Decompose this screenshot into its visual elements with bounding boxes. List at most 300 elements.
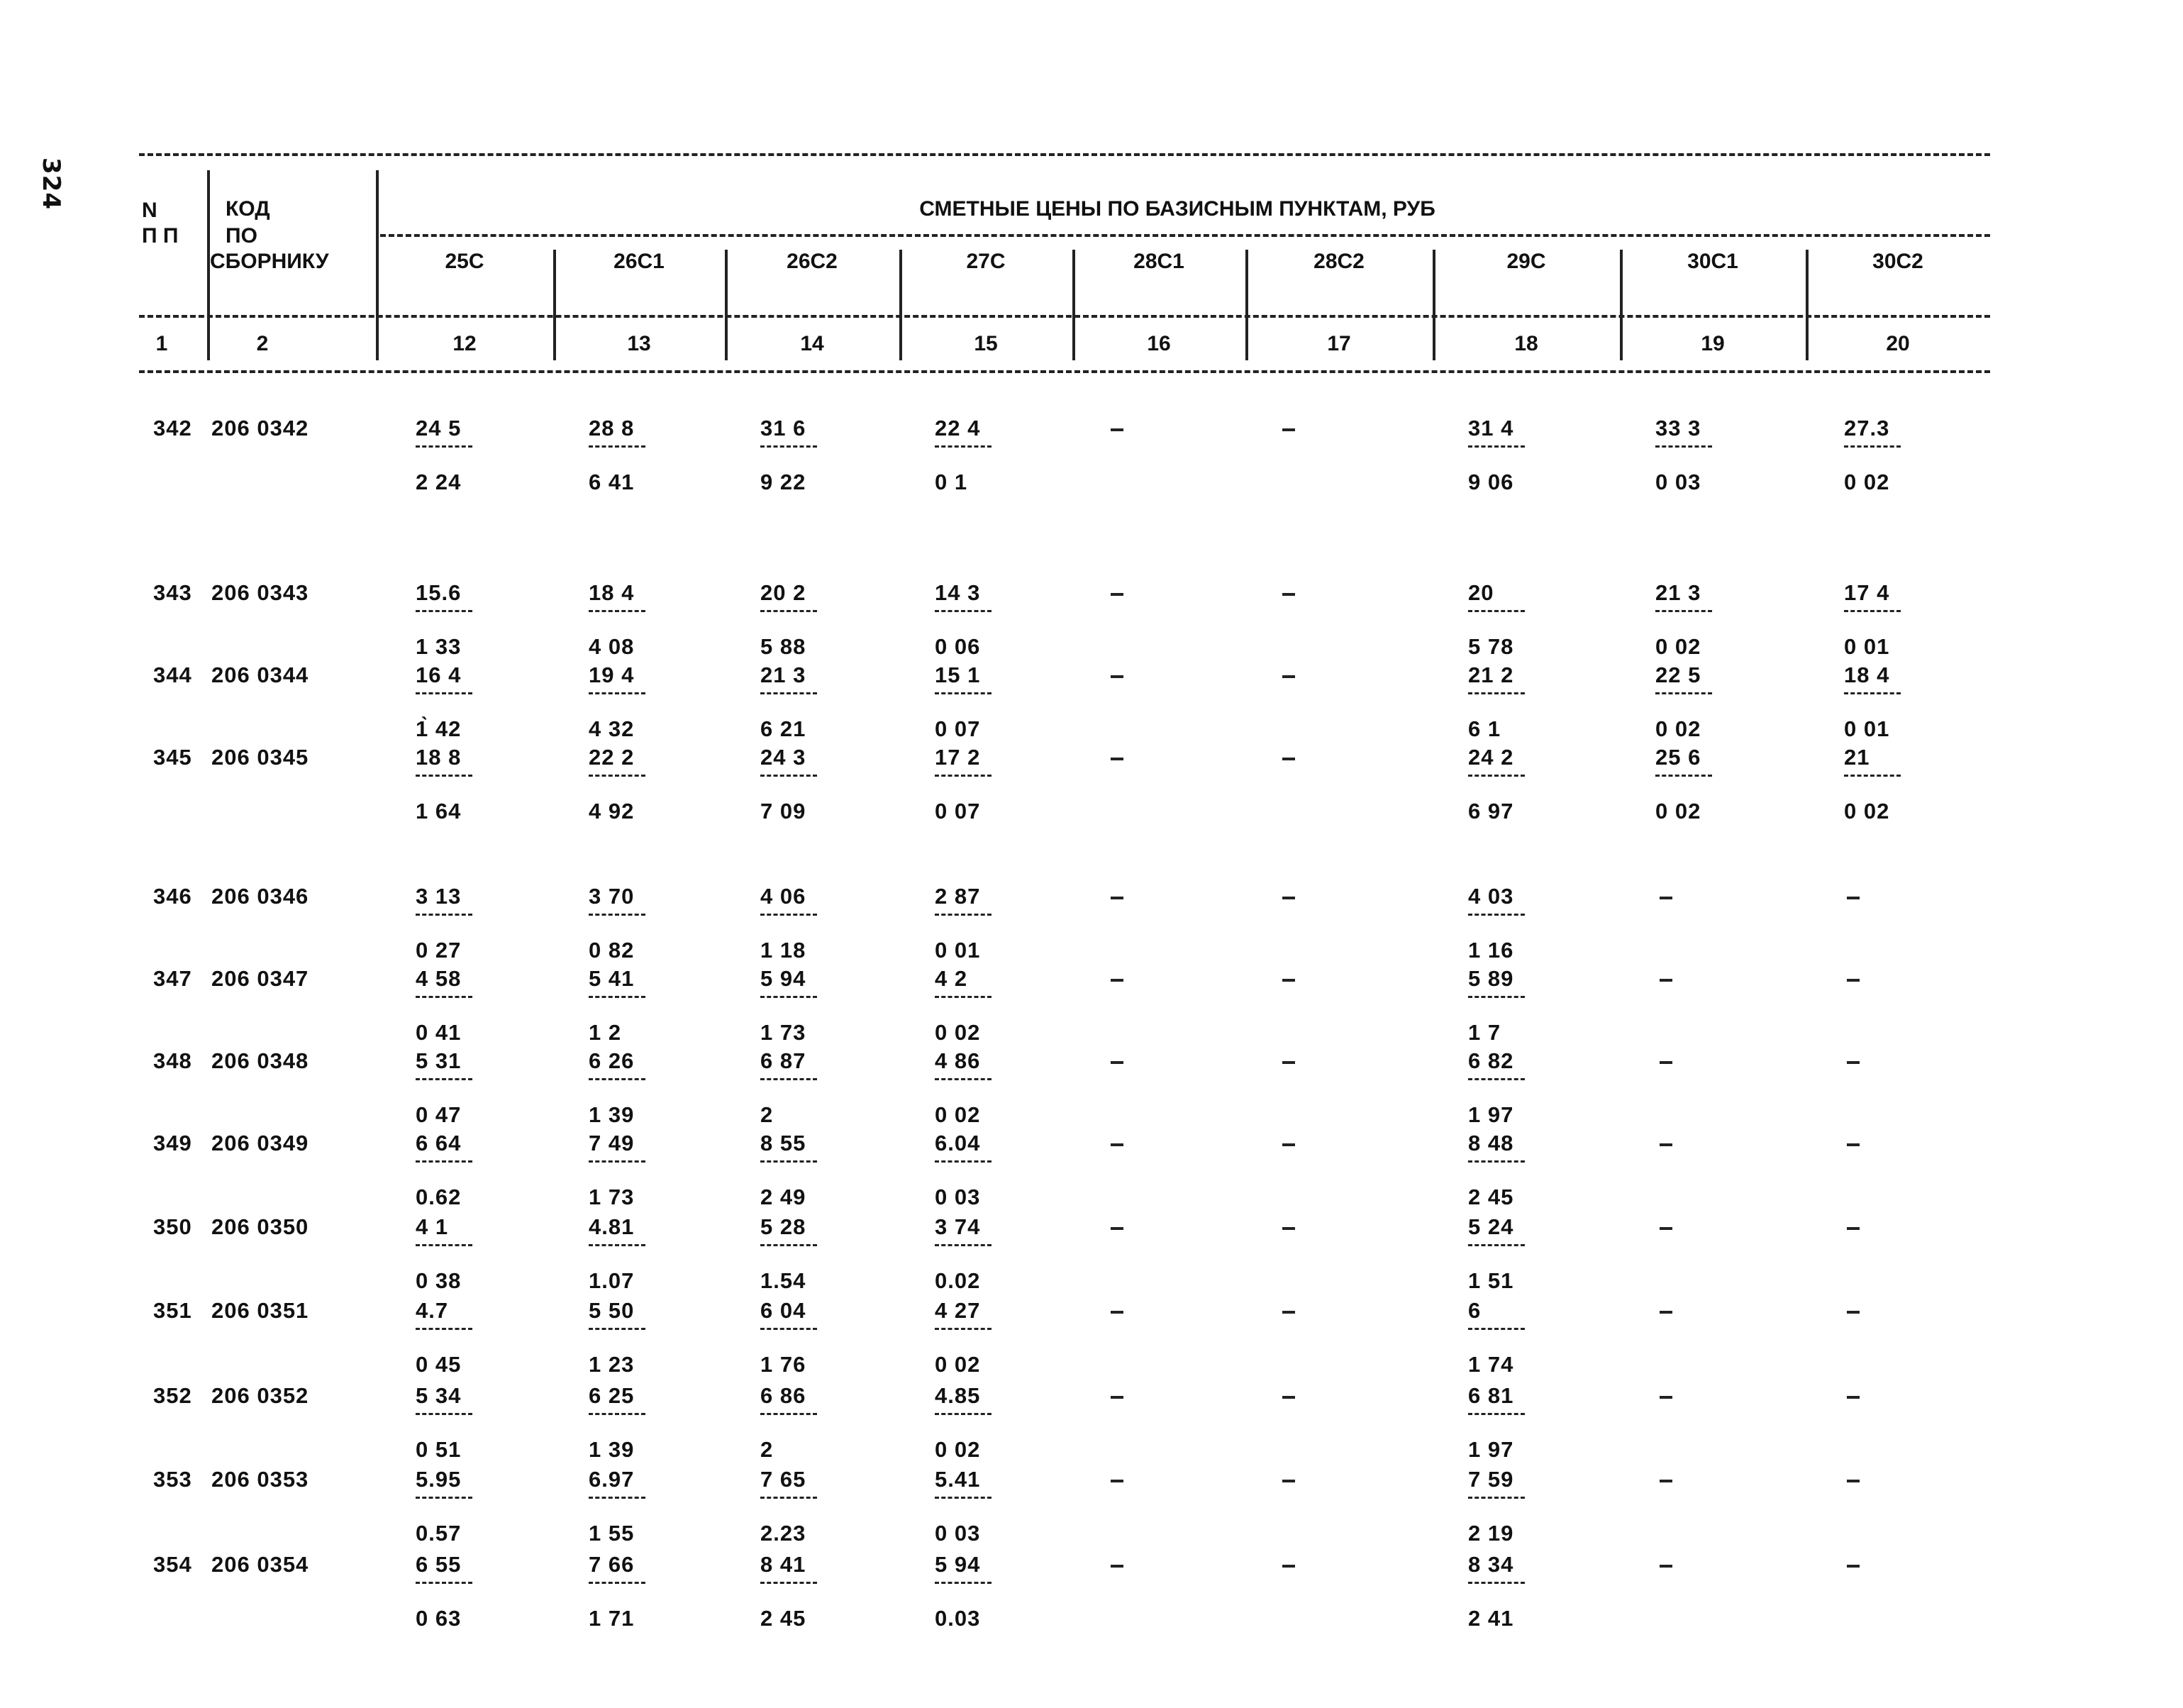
price-value: 24 2 — [1468, 745, 1514, 770]
empty-value-dash — [1111, 758, 1123, 760]
fraction-rule — [935, 1328, 991, 1330]
row-code: 206 0353 — [211, 1467, 309, 1492]
price-subvalue: 1 39 — [589, 1102, 635, 1127]
price-value: 6 81 — [1468, 1383, 1514, 1408]
header-code-2: ПО — [226, 224, 257, 248]
header-col-number: 13 — [627, 332, 651, 355]
row-number: 349 — [153, 1131, 192, 1155]
price-value: 4 1 — [416, 1214, 449, 1239]
fraction-rule — [760, 1244, 817, 1246]
header-price-col: 26С1 — [613, 250, 665, 273]
fraction-rule — [935, 1244, 991, 1246]
fraction-rule — [760, 1078, 817, 1080]
row-code: 206 0342 — [211, 416, 309, 440]
row-number: 353 — [153, 1467, 192, 1492]
empty-value-dash — [1660, 1565, 1672, 1568]
fraction-rule — [589, 445, 645, 448]
fraction-rule — [589, 1413, 645, 1415]
price-value: 24 3 — [760, 745, 806, 770]
price-subvalue: 4 32 — [589, 716, 635, 741]
price-subvalue: 1 18 — [760, 938, 806, 963]
empty-value-dash — [1111, 979, 1123, 982]
row-number: 343 — [153, 580, 192, 605]
price-value: 7 66 — [589, 1552, 635, 1577]
fraction-rule — [416, 914, 472, 916]
fraction-rule — [416, 1582, 472, 1584]
price-subvalue: 1 97 — [1468, 1102, 1514, 1127]
price-subvalue: 1.07 — [589, 1268, 635, 1293]
header-price-col: 29С — [1506, 250, 1546, 273]
empty-value-dash — [1282, 979, 1295, 982]
empty-value-dash — [1111, 1396, 1123, 1399]
price-subvalue: 0 01 — [1844, 716, 1890, 741]
price-value: 6 25 — [589, 1383, 635, 1408]
price-value: 3 13 — [416, 884, 462, 909]
price-subvalue: 2 41 — [1468, 1606, 1514, 1631]
header-col-number: 17 — [1327, 332, 1351, 355]
fraction-rule — [416, 775, 472, 777]
fraction-rule — [760, 1582, 817, 1584]
price-subvalue: 2 49 — [760, 1185, 806, 1209]
empty-value-dash — [1111, 1565, 1123, 1568]
header-col-number: 12 — [452, 332, 477, 355]
header-n: N — [142, 199, 157, 222]
price-subvalue: 2 19 — [1468, 1521, 1514, 1546]
empty-value-dash — [1847, 1143, 1860, 1146]
price-subvalue: 0 01 — [935, 938, 981, 963]
price-value: 6.04 — [935, 1131, 981, 1155]
price-value: 4.7 — [416, 1298, 449, 1323]
empty-value-dash — [1282, 1565, 1295, 1568]
fraction-rule — [589, 1497, 645, 1499]
row-code: 206 0351 — [211, 1298, 309, 1323]
empty-value-dash — [1282, 593, 1295, 596]
fraction-rule — [760, 692, 817, 694]
empty-value-dash — [1282, 1480, 1295, 1482]
price-value: 28 8 — [589, 416, 635, 440]
price-subvalue: 1 16 — [1468, 938, 1514, 963]
row-number: 352 — [153, 1383, 192, 1408]
price-subvalue: 0 82 — [589, 938, 635, 963]
empty-value-dash — [1847, 1311, 1860, 1314]
price-subvalue: 0 45 — [416, 1352, 462, 1377]
price-value: 5 28 — [760, 1214, 806, 1239]
page-number: 324 — [37, 157, 65, 210]
price-value: 6 87 — [760, 1048, 806, 1073]
price-subvalue: 0.57 — [416, 1521, 462, 1546]
price-value: 8 41 — [760, 1552, 806, 1577]
price-value: 21 3 — [760, 662, 806, 687]
empty-value-dash — [1282, 1396, 1295, 1399]
sep-price-col — [1806, 250, 1809, 360]
fraction-rule — [589, 610, 645, 612]
empty-value-dash — [1111, 1143, 1123, 1146]
empty-value-dash — [1660, 1227, 1672, 1230]
header-bottom-rule — [139, 370, 1990, 373]
price-value: 5 89 — [1468, 966, 1514, 991]
price-value: 17 2 — [935, 745, 981, 770]
table-top-rule — [139, 153, 1990, 156]
fraction-rule — [1468, 775, 1525, 777]
header-col-number: 18 — [1514, 332, 1538, 355]
fraction-rule — [1844, 775, 1901, 777]
header-col-number: 2 — [256, 332, 269, 355]
price-subvalue: 2 24 — [416, 470, 462, 494]
price-value: 7 65 — [760, 1467, 806, 1492]
price-subvalue: 0 41 — [416, 1020, 462, 1045]
fraction-rule — [589, 1582, 645, 1584]
price-subvalue: 0 07 — [935, 799, 981, 824]
price-value: 4 27 — [935, 1298, 981, 1323]
fraction-rule — [416, 996, 472, 998]
fraction-rule — [935, 1582, 991, 1584]
price-value: 21 3 — [1655, 580, 1701, 605]
fraction-rule — [1655, 775, 1712, 777]
price-subvalue: 1 76 — [760, 1352, 806, 1377]
fraction-rule — [1468, 445, 1525, 448]
price-value: 21 — [1844, 745, 1870, 770]
price-subvalue: 1̀ 42 — [416, 716, 462, 741]
fraction-rule — [1655, 445, 1712, 448]
fraction-rule — [1655, 692, 1712, 694]
price-subvalue: 1 39 — [589, 1437, 635, 1462]
price-value: 6 55 — [416, 1552, 462, 1577]
row-code: 206 0348 — [211, 1048, 309, 1073]
row-code: 206 0347 — [211, 966, 309, 991]
fraction-rule — [1468, 1078, 1525, 1080]
sep-code-prices — [376, 170, 379, 360]
price-value: 18 4 — [1844, 662, 1890, 687]
fraction-rule — [589, 914, 645, 916]
price-value: 18 8 — [416, 745, 462, 770]
price-value: 6 86 — [760, 1383, 806, 1408]
empty-value-dash — [1847, 1565, 1860, 1568]
price-value: 5.95 — [416, 1467, 462, 1492]
empty-value-dash — [1847, 1396, 1860, 1399]
empty-value-dash — [1282, 1311, 1295, 1314]
empty-value-dash — [1282, 758, 1295, 760]
fraction-rule — [589, 996, 645, 998]
price-subvalue: 1 71 — [589, 1606, 635, 1631]
price-subvalue: 0 02 — [1655, 634, 1701, 659]
price-value: 3 70 — [589, 884, 635, 909]
price-value: 17 4 — [1844, 580, 1890, 605]
price-value: 19 4 — [589, 662, 635, 687]
price-value: 6 04 — [760, 1298, 806, 1323]
empty-value-dash — [1847, 1227, 1860, 1230]
empty-value-dash — [1660, 1480, 1672, 1482]
price-value: 22 4 — [935, 416, 981, 440]
header-code-1: КОД — [226, 197, 270, 221]
empty-value-dash — [1660, 1143, 1672, 1146]
price-value: 22 5 — [1655, 662, 1701, 687]
price-value: 27.3 — [1844, 416, 1890, 440]
price-value: 4.85 — [935, 1383, 981, 1408]
price-subvalue: 0 02 — [1844, 470, 1890, 494]
price-subvalue: 0 47 — [416, 1102, 462, 1127]
price-subvalue: 1 51 — [1468, 1268, 1514, 1293]
header-price-col: 27С — [966, 250, 1006, 273]
empty-value-dash — [1282, 897, 1295, 899]
fraction-rule — [589, 1244, 645, 1246]
fraction-rule — [416, 1413, 472, 1415]
fraction-rule — [416, 445, 472, 448]
price-value: 4 2 — [935, 966, 968, 991]
price-value: 24 5 — [416, 416, 462, 440]
row-number: 350 — [153, 1214, 192, 1239]
price-value: 31 6 — [760, 416, 806, 440]
row-code: 206 0350 — [211, 1214, 309, 1239]
row-number: 345 — [153, 745, 192, 770]
fraction-rule — [1468, 692, 1525, 694]
row-code: 206 0344 — [211, 662, 309, 687]
price-value: 14 3 — [935, 580, 981, 605]
sep-price-col — [1072, 250, 1075, 360]
price-value: 6 82 — [1468, 1048, 1514, 1073]
price-value: 4.81 — [589, 1214, 635, 1239]
row-code: 206 0352 — [211, 1383, 309, 1408]
fraction-rule — [935, 692, 991, 694]
row-number: 344 — [153, 662, 192, 687]
header-group-title: СМЕТНЫЕ ЦЕНЫ ПО БАЗИСНЫМ ПУНКТАМ, РУБ — [919, 197, 1435, 221]
price-subvalue: 0 02 — [1844, 799, 1890, 824]
price-value: 21 2 — [1468, 662, 1514, 687]
header-price-col: 25С — [445, 250, 484, 273]
sep-price-col — [553, 250, 556, 360]
price-value: 5 41 — [589, 966, 635, 991]
fraction-rule — [416, 1244, 472, 1246]
price-value: 7 59 — [1468, 1467, 1514, 1492]
price-subvalue: 4 08 — [589, 634, 635, 659]
fraction-rule — [589, 775, 645, 777]
price-subvalue: 1 73 — [589, 1185, 635, 1209]
price-subvalue: 1 97 — [1468, 1437, 1514, 1462]
price-value: 33 3 — [1655, 416, 1701, 440]
fraction-rule — [589, 1328, 645, 1330]
fraction-rule — [416, 1497, 472, 1499]
fraction-rule — [760, 1497, 817, 1499]
header-price-col: 26С2 — [787, 250, 838, 273]
header-col-number: 16 — [1147, 332, 1171, 355]
price-subvalue: 4 92 — [589, 799, 635, 824]
price-subvalue: 2.23 — [760, 1521, 806, 1546]
price-value: 20 2 — [760, 580, 806, 605]
row-number: 346 — [153, 884, 192, 909]
header-price-col: 30С2 — [1872, 250, 1923, 273]
price-subvalue: 1 74 — [1468, 1352, 1514, 1377]
fraction-rule — [416, 1160, 472, 1163]
price-value: 25 6 — [1655, 745, 1701, 770]
empty-value-dash — [1111, 675, 1123, 678]
header-pp: П П — [142, 224, 179, 248]
price-value: 5 94 — [935, 1552, 981, 1577]
price-value: 5 50 — [589, 1298, 635, 1323]
price-subvalue: 6 1 — [1468, 716, 1501, 741]
fraction-rule — [935, 610, 991, 612]
row-code: 206 0349 — [211, 1131, 309, 1155]
empty-value-dash — [1282, 1143, 1295, 1146]
empty-value-dash — [1111, 1061, 1123, 1064]
price-value: 16 4 — [416, 662, 462, 687]
empty-value-dash — [1847, 979, 1860, 982]
price-subvalue: 1 73 — [760, 1020, 806, 1045]
row-code: 206 0346 — [211, 884, 309, 909]
price-subvalue: 6 21 — [760, 716, 806, 741]
fraction-rule — [1468, 1160, 1525, 1163]
price-subvalue: 0 38 — [416, 1268, 462, 1293]
header-price-col: 30С1 — [1687, 250, 1738, 273]
header-col-number: 15 — [974, 332, 998, 355]
price-subvalue: 0.03 — [935, 1606, 981, 1631]
fraction-rule — [935, 1078, 991, 1080]
empty-value-dash — [1111, 1227, 1123, 1230]
price-subvalue: 6 97 — [1468, 799, 1514, 824]
price-subvalue: 1 64 — [416, 799, 462, 824]
price-value: 7 49 — [589, 1131, 635, 1155]
price-subvalue: 5 88 — [760, 634, 806, 659]
price-subvalue: 0 02 — [1655, 799, 1701, 824]
price-subvalue: 0 02 — [1655, 716, 1701, 741]
price-subvalue: 9 06 — [1468, 470, 1514, 494]
price-subvalue: 0 03 — [935, 1185, 981, 1209]
fraction-rule — [760, 775, 817, 777]
row-number: 354 — [153, 1552, 192, 1577]
empty-value-dash — [1847, 1480, 1860, 1482]
price-subvalue: 0.62 — [416, 1185, 462, 1209]
price-subvalue: 5 78 — [1468, 634, 1514, 659]
empty-value-dash — [1111, 593, 1123, 596]
price-value: 5.41 — [935, 1467, 981, 1492]
price-subvalue: 0 07 — [935, 716, 981, 741]
fraction-rule — [1844, 610, 1901, 612]
price-subvalue: 2 — [760, 1437, 774, 1462]
price-subvalue: 0 63 — [416, 1606, 462, 1631]
header-col-number: 19 — [1701, 332, 1725, 355]
empty-value-dash — [1282, 675, 1295, 678]
price-value: 31 4 — [1468, 416, 1514, 440]
row-number: 342 — [153, 416, 192, 440]
price-value: 22 2 — [589, 745, 635, 770]
empty-value-dash — [1847, 1061, 1860, 1064]
fraction-rule — [1844, 692, 1901, 694]
empty-value-dash — [1111, 1480, 1123, 1482]
empty-value-dash — [1111, 897, 1123, 899]
header-price-col: 28С1 — [1133, 250, 1184, 273]
fraction-rule — [935, 445, 991, 448]
fraction-rule — [935, 996, 991, 998]
price-value: 8 34 — [1468, 1552, 1514, 1577]
row-number: 348 — [153, 1048, 192, 1073]
price-value: 18 4 — [589, 580, 635, 605]
price-value: 4 86 — [935, 1048, 981, 1073]
fraction-rule — [760, 914, 817, 916]
price-value: 5 94 — [760, 966, 806, 991]
price-value: 5 34 — [416, 1383, 462, 1408]
price-value: 4 58 — [416, 966, 462, 991]
empty-value-dash — [1847, 897, 1860, 899]
price-subvalue: 0 02 — [935, 1020, 981, 1045]
header-code-3: СБОРНИКУ — [210, 250, 329, 273]
empty-value-dash — [1282, 428, 1295, 431]
fraction-rule — [1468, 1582, 1525, 1584]
sep-price-col — [725, 250, 728, 360]
price-value: 6 64 — [416, 1131, 462, 1155]
empty-value-dash — [1660, 1061, 1672, 1064]
row-code: 206 0354 — [211, 1552, 309, 1577]
price-value: 2 87 — [935, 884, 981, 909]
fraction-rule — [1468, 1497, 1525, 1499]
empty-value-dash — [1660, 979, 1672, 982]
fraction-rule — [760, 996, 817, 998]
fraction-rule — [416, 1078, 472, 1080]
sep-price-col — [899, 250, 902, 360]
empty-value-dash — [1660, 897, 1672, 899]
price-value: 6 26 — [589, 1048, 635, 1073]
empty-value-dash — [1111, 1311, 1123, 1314]
price-subvalue: 0 1 — [935, 470, 968, 494]
price-subvalue: 0 06 — [935, 634, 981, 659]
fraction-rule — [935, 1497, 991, 1499]
row-code: 206 0345 — [211, 745, 309, 770]
row-number: 347 — [153, 966, 192, 991]
price-subvalue: 0 02 — [935, 1437, 981, 1462]
fraction-rule — [1468, 996, 1525, 998]
fraction-rule — [760, 1328, 817, 1330]
header-price-col: 28С2 — [1313, 250, 1365, 273]
fraction-rule — [760, 445, 817, 448]
price-subvalue: 0.02 — [935, 1268, 981, 1293]
fraction-rule — [1655, 610, 1712, 612]
price-subvalue: 0 01 — [1844, 634, 1890, 659]
price-value: 4 06 — [760, 884, 806, 909]
row-code: 206 0343 — [211, 580, 309, 605]
empty-value-dash — [1660, 1396, 1672, 1399]
header-col-number: 1 — [155, 332, 168, 355]
fraction-rule — [760, 610, 817, 612]
price-subvalue: 1 2 — [589, 1020, 622, 1045]
price-subvalue: 0 02 — [935, 1352, 981, 1377]
price-value: 15.6 — [416, 580, 462, 605]
fraction-rule — [760, 1413, 817, 1415]
price-subvalue: 1 7 — [1468, 1020, 1501, 1045]
price-value: 5 31 — [416, 1048, 462, 1073]
sep-price-col — [1245, 250, 1248, 360]
fraction-rule — [935, 775, 991, 777]
price-value: 4 03 — [1468, 884, 1514, 909]
price-subvalue: 6 41 — [589, 470, 635, 494]
price-subvalue: 1 33 — [416, 634, 462, 659]
fraction-rule — [935, 1160, 991, 1163]
header-col-number: 14 — [800, 332, 824, 355]
fraction-rule — [416, 1328, 472, 1330]
price-value: 8 48 — [1468, 1131, 1514, 1155]
row-number: 351 — [153, 1298, 192, 1323]
empty-value-dash — [1282, 1061, 1295, 1064]
price-subvalue: 0 03 — [935, 1521, 981, 1546]
price-value: 15 1 — [935, 662, 981, 687]
fraction-rule — [1468, 1328, 1525, 1330]
price-subvalue: 1.54 — [760, 1268, 806, 1293]
price-subvalue: 9 22 — [760, 470, 806, 494]
fraction-rule — [589, 1078, 645, 1080]
price-subvalue: 2 — [760, 1102, 774, 1127]
fraction-rule — [1468, 1413, 1525, 1415]
fraction-rule — [416, 610, 472, 612]
price-subvalue: 1 23 — [589, 1352, 635, 1377]
sep-price-col — [1433, 250, 1435, 360]
price-value: 6 — [1468, 1298, 1482, 1323]
empty-value-dash — [1282, 1227, 1295, 1230]
